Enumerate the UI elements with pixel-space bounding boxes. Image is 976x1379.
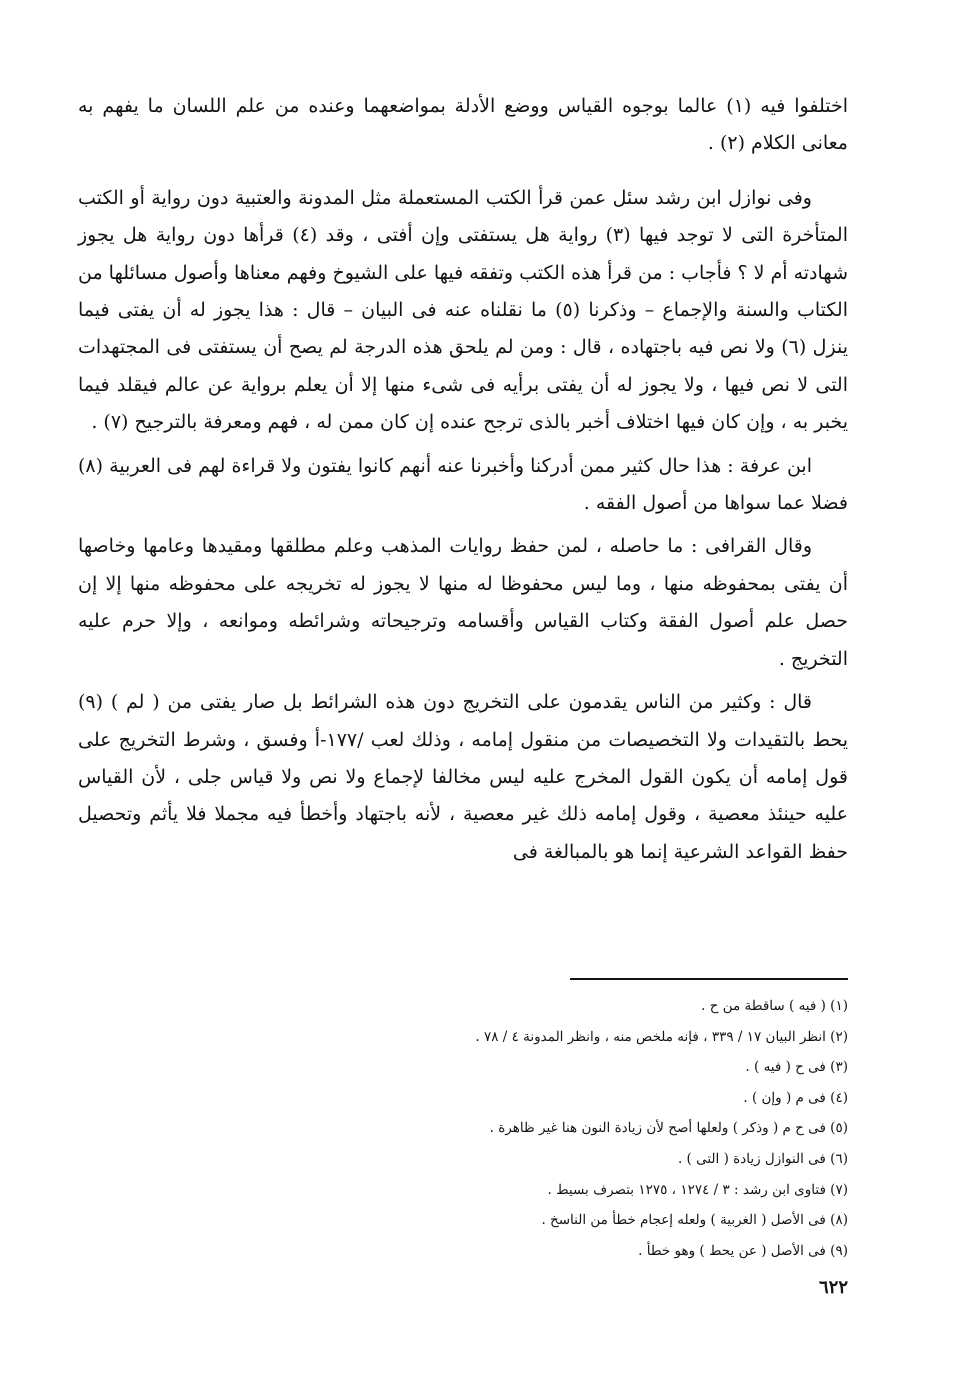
- footnote-9: (٩) فى الأصل ( عن يحط ) وهو خطأ .: [638, 1242, 848, 1259]
- paragraph-1: اختلفوا فيه (١) عالما بوجوه القياس ووضع الأدلة بمواضعهما وعنده من علم اللسان ما يفهم به معانى الكلام (٢) .: [78, 95, 848, 155]
- main-text: [78, 88, 848, 871]
- footnote-divider: [570, 978, 848, 980]
- footnote-8: (٨) فى الأصل ( الغربية ) ولعله إعجام خطأ من الناسخ .: [541, 1212, 848, 1229]
- footnote-4: (٤) فى م ( وإن ) .: [743, 1089, 848, 1106]
- footnote-3: (٣) فى ح ( فيه ) .: [745, 1059, 848, 1076]
- footnotes-list: [148, 991, 848, 1266]
- footnote-7: (٧) فتاوى ابن رشد : ٣ / ١٢٧٤ ، ١٢٧٥ بتصرف بسيط .: [547, 1181, 848, 1198]
- paragraph-5: قال : وكثير من الناس يقدمون على التخريج دون هذه الشرائط بل صار يفتى من ( لم ) (٩) يحط بالتقيدات ولا التخصيصات من منقول إمامه ، وذلك لعب /١٧٧-أ وفسق ، وشرط التخريج على قول إمامه أن يكون القول المخرج عليه ليس مخالفا لإجماع ولا نص ولا قياس جلى ، لأن القياس عليه حينئذ معصية ، وقول إمامه ذلك غير معصية ، لأنه باجتهاد وأخطأ فيه مجملا فلا يأثم وتحصيل حفظ القواعد الشرعية إنما هو بالمبالغة فى: [78, 691, 848, 863]
- footnote-6: (٦) فى النوازل زيادة ( التى ) .: [677, 1150, 848, 1167]
- footnote-5: (٥) فى ح م ( وذكر ) ولعلها أصح لأن زيادة النون هنا غير ظاهرة .: [489, 1120, 848, 1137]
- paragraph-2: وفى نوازل ابن رشد سئل عمن قرأ الكتب المستعملة مثل المدونة والعتبية دون رواية أو الكتب المتأخرة التى لا توجد فيها (٣) رواية هل يستفتى وإن أفتى ، وقد (٤) قرأها دون رواية هل يجوز شهادته أم لا ؟ فأجاب : من قرأ هذه الكتب وتفقه فيها على الشيوخ وفهم معناها وأصول مسائلها من الكتاب والسنة والإجماع – وذكرنا (٥) ما نقلناه عنه فى البيان – قال : هذا يجوز له أن يفتى فيما ينزل (٦) ولا نص فيه باجتهاده ، قال : ومن لم يلحق هذه الدرجة لم يصح أن يستفتى فى المجتهدات التى لا نص فيها ، ولا يجوز له أن يفتى برأيه فى شىء منها إلا أن يعلم برواية عن عالم فيقلد فيما يخبر به ، وإن كان فيها اختلاف أخبر بالذى ترجح عنده إن كان ممن له ، فهم ومعرفة بالترجيح (٧) .: [78, 186, 848, 434]
- page-number: ٦٢٢: [818, 1277, 848, 1298]
- footnote-2: (٢) انظر البيان ١٧ / ٣٣٩ ، فإنه ملخص منه ، وانظر المدونة ٤ / ٧٨ .: [475, 1028, 848, 1045]
- footnote-1: (١) ( فيه ) ساقطة من ح .: [701, 998, 848, 1014]
- paragraph-3: ابن عرفة : هذا حال كثير ممن أدركنا وأخبرنا عنه أنهم كانوا يفتون ولا قراءة لهم فى العربية (٨) فضلا عما سواها من أصول الفقه .: [78, 454, 848, 515]
- paragraph-4: وقال القرافى : ما حاصله ، لمن حفظ روايات المذهب وعلم مطلقها ومقيدها وعامها وخاصها أن يفتى بمحفوظه منها ، وما ليس محفوظا له منها لا يجوز له تخريجه على محفوظه منها إلا إن حصل علم أصول الفقة وكتاب القياس وأقسامه وترجيحاته وشرائطه وموانعه ، وإلا حرم عليه التخريج .: [78, 535, 848, 670]
